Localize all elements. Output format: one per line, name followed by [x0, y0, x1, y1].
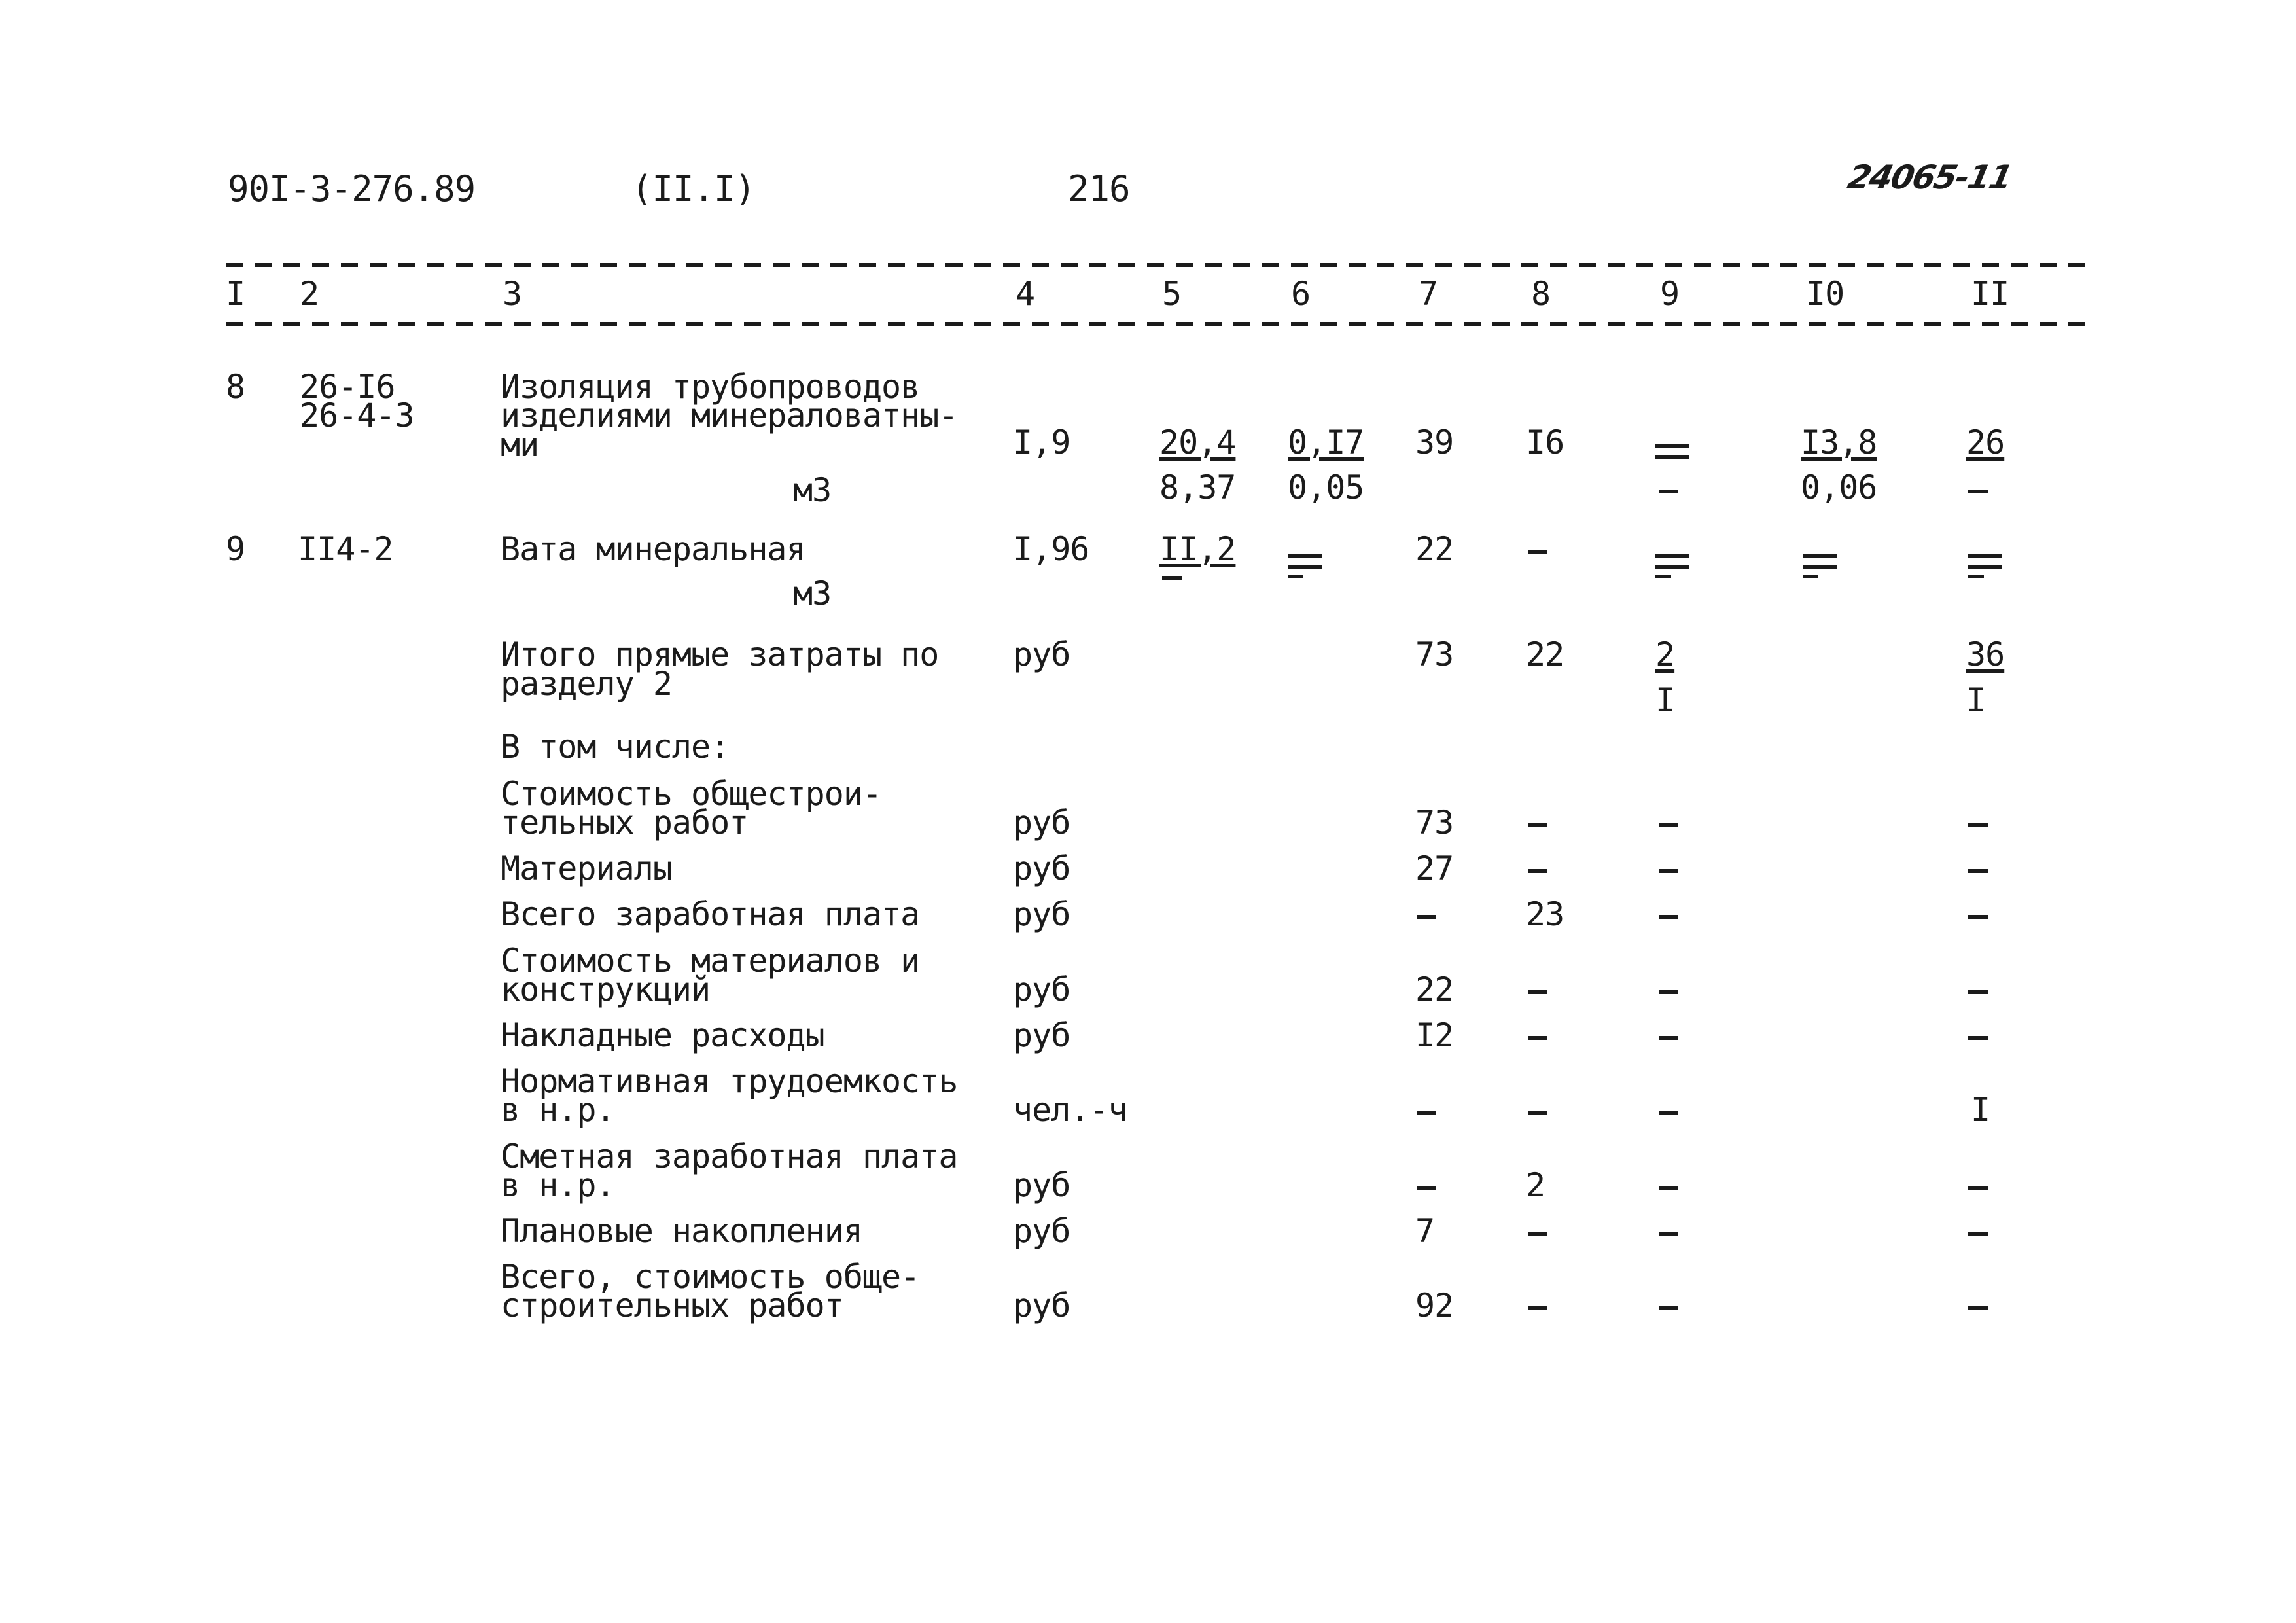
header-bottom-rule — [226, 322, 2087, 326]
cell-col7: 73 — [1415, 635, 1454, 673]
dash-mark — [1968, 1186, 1988, 1190]
dash-mark — [1968, 823, 1988, 827]
dash-mark — [1659, 915, 1678, 919]
item-name: Материалы — [501, 849, 672, 887]
item-name-line: Стоимость общестрои- — [501, 775, 882, 813]
dash-mark — [1968, 1232, 1988, 1236]
dash-mark — [1528, 823, 1547, 827]
work-name-line: Изоляция трубопроводов — [501, 368, 920, 406]
row-number: 8 — [226, 368, 245, 406]
item-name-line: Всего, стоимость обще- — [501, 1258, 920, 1296]
cell-col7: 92 — [1415, 1287, 1454, 1325]
dash-mark — [1659, 1186, 1678, 1190]
including-label: В том числе: — [501, 728, 730, 766]
item-name: Накладные расходы — [501, 1016, 824, 1054]
item-name-line: строительных работ — [501, 1287, 843, 1325]
dash-mark — [1528, 1232, 1547, 1236]
cell-col7: 22 — [1415, 530, 1454, 568]
cell-col7: 39 — [1415, 423, 1454, 461]
dash-fraction-col11 — [1968, 554, 2007, 577]
dash-mark — [1968, 490, 1988, 493]
unit: руб — [1013, 849, 1070, 887]
dash-mark — [1528, 1111, 1547, 1115]
cell-col10-top: I3,8 — [1801, 423, 1877, 461]
col-header-1: I — [226, 275, 245, 313]
cell-col9-top: 2 — [1655, 635, 1675, 673]
dash-fraction-col10 — [1803, 554, 1842, 577]
cell-col7: I2 — [1415, 1016, 1454, 1054]
unit: руб — [1013, 1016, 1070, 1054]
dash-mark — [1528, 1306, 1547, 1310]
dash-mark — [1162, 576, 1182, 580]
item-name-line: в н.р. — [501, 1166, 615, 1204]
dash-fraction-col6 — [1288, 554, 1327, 577]
dash-mark — [1417, 1111, 1436, 1115]
dash-mark — [1968, 990, 1988, 994]
col-header-4: 4 — [1016, 275, 1035, 313]
norm-code: II4-2 — [298, 530, 393, 568]
work-name-line: изделиями минераловатны- — [501, 397, 958, 435]
unit: руб — [1013, 1166, 1070, 1204]
unit: руб — [1013, 804, 1070, 842]
header-top-rule — [226, 263, 2087, 267]
cell-col8: 23 — [1526, 895, 1564, 933]
item-name-line: конструкций — [501, 971, 711, 1008]
dash-mark — [1528, 1036, 1547, 1040]
unit: чел.-ч — [1013, 1091, 1127, 1129]
section-number: (II.I) — [631, 168, 756, 209]
cell-col8: 22 — [1526, 635, 1564, 673]
work-name-line: ми — [501, 426, 539, 464]
handwritten-note: 24065-11 — [1844, 158, 2015, 196]
item-name: Всего заработная плата — [501, 895, 920, 933]
norm-code: 26-I6 — [300, 368, 395, 406]
item-name-line: тельных работ — [501, 804, 749, 842]
col-header-10: I0 — [1806, 275, 1845, 313]
dash-mark — [1528, 550, 1547, 554]
dash-mark — [1968, 869, 1988, 873]
quantity: I,9 — [1013, 423, 1070, 461]
col-header-7: 7 — [1419, 275, 1438, 313]
cell-col7: 22 — [1415, 971, 1454, 1008]
dash-mark — [1659, 1036, 1678, 1040]
unit: руб — [1013, 971, 1070, 1008]
cell-col7: 7 — [1415, 1212, 1435, 1250]
cell-col7: 27 — [1415, 849, 1454, 887]
col-header-8: 8 — [1531, 275, 1551, 313]
work-name: Вата минеральная — [501, 530, 805, 568]
unit: м3 — [793, 471, 832, 509]
cell-col5-top: 20,4 — [1159, 423, 1236, 461]
item-name-line: Сметная заработная плата — [501, 1137, 958, 1175]
total-label-line: Итого прямые затраты по — [501, 635, 939, 673]
cell-col11-bottom: I — [1966, 681, 1986, 719]
cell-col7: 73 — [1415, 804, 1454, 842]
cell-col11: I — [1971, 1091, 1990, 1129]
dash-mark — [1659, 823, 1678, 827]
col-header-5: 5 — [1162, 275, 1182, 313]
dash-mark — [1968, 915, 1988, 919]
total-label-line: разделу 2 — [501, 665, 672, 703]
dash-mark — [1659, 490, 1678, 493]
col-header-2: 2 — [300, 275, 319, 313]
cell-col5-bottom: 8,37 — [1159, 469, 1236, 507]
dash-mark — [1659, 1306, 1678, 1310]
col-header-3: 3 — [503, 275, 522, 313]
cell-col5-top: II,2 — [1159, 530, 1236, 568]
dash-mark — [1417, 915, 1436, 919]
norm-code: 26-4-3 — [300, 397, 414, 435]
item-name-line: Стоимость материалов и — [501, 942, 920, 980]
col-header-11: II — [1971, 275, 2009, 313]
cell-col6-top: 0,I7 — [1288, 423, 1364, 461]
dash-mark — [1528, 990, 1547, 994]
dash-fraction-col9 — [1655, 444, 1695, 467]
dash-mark — [1968, 1036, 1988, 1040]
dash-mark — [1417, 1186, 1436, 1190]
unit: руб — [1013, 635, 1070, 673]
dash-mark — [1659, 1232, 1678, 1236]
document-code: 90I-3-276.89 — [228, 168, 476, 209]
unit: руб — [1013, 895, 1070, 933]
dash-mark — [1528, 869, 1547, 873]
dash-mark — [1659, 1111, 1678, 1115]
col-header-6: 6 — [1291, 275, 1311, 313]
unit: руб — [1013, 1212, 1070, 1250]
quantity: I,96 — [1013, 530, 1089, 568]
cell-col9-bottom: I — [1655, 681, 1675, 719]
dash-mark — [1968, 1306, 1988, 1310]
cell-col11-top: 26 — [1966, 423, 2005, 461]
cell-col11-top: 36 — [1966, 635, 2005, 673]
row-number: 9 — [226, 530, 245, 568]
unit: м3 — [793, 575, 832, 613]
item-name-line: в н.р. — [501, 1091, 615, 1129]
dash-mark — [1659, 990, 1678, 994]
cell-col8: I6 — [1526, 423, 1564, 461]
item-name-line: Нормативная трудоемкость — [501, 1062, 958, 1100]
cell-col8: 2 — [1526, 1166, 1545, 1204]
cell-col6-bottom: 0,05 — [1288, 469, 1364, 507]
cell-col10-bottom: 0,06 — [1801, 469, 1877, 507]
unit: руб — [1013, 1287, 1070, 1325]
page-number: 216 — [1068, 168, 1130, 209]
item-name: Плановые накопления — [501, 1212, 862, 1250]
dash-mark — [1659, 869, 1678, 873]
col-header-9: 9 — [1660, 275, 1680, 313]
dash-fraction-col9 — [1655, 554, 1695, 577]
